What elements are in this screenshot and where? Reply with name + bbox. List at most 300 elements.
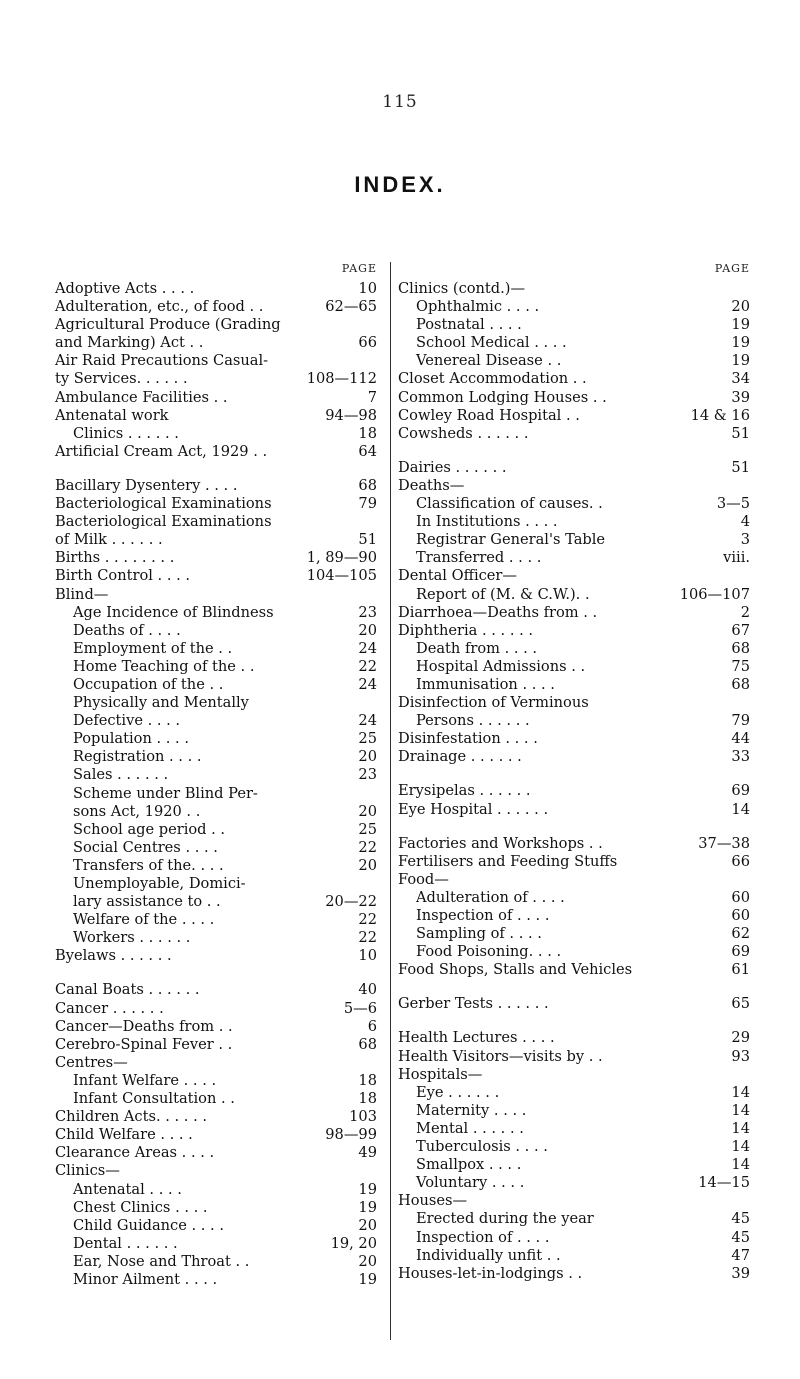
index-entry xyxy=(55,1162,377,1180)
index-entry xyxy=(398,352,750,370)
entry-text: Dental Officer— xyxy=(398,567,517,585)
entry-page: 14 xyxy=(731,1083,750,1101)
entry-text: Erected during the year xyxy=(416,1210,594,1228)
entry-text: Deaths of . . . . xyxy=(73,621,181,639)
entry-text: Artificial Cream Act, 1929 . . xyxy=(55,442,268,460)
entry-page: 14—15 xyxy=(698,1174,750,1192)
index-entry xyxy=(55,981,377,999)
entry-text: Bacteriological Examinations xyxy=(55,495,272,513)
entry-page: 2 xyxy=(740,603,750,621)
entry-text: lary assistance to . . xyxy=(73,893,221,911)
index-entry xyxy=(55,425,377,443)
index-entry xyxy=(55,857,377,875)
entry-text: Health Lectures . . . . xyxy=(398,1029,555,1047)
entry-text: Unemployable, Domici- xyxy=(73,875,246,892)
entry-page: 24 xyxy=(358,639,377,657)
index-entry xyxy=(398,1084,750,1102)
entry-page: 39 xyxy=(731,388,750,406)
index-entry xyxy=(55,694,377,712)
index-entry xyxy=(398,1192,750,1210)
index-entry xyxy=(55,1090,377,1108)
entry-text: Cancer . . . . . . xyxy=(55,999,164,1017)
entry-text: Fertilisers and Feeding Stuffs xyxy=(398,852,618,870)
entry-text: Cowley Road Hospital . . xyxy=(398,406,580,424)
index-entry xyxy=(398,907,750,925)
entry-page: 20 xyxy=(358,748,377,766)
index-entry xyxy=(55,785,377,803)
entry-text: Infant Consultation . . xyxy=(73,1090,235,1108)
entry-page: 3—5 xyxy=(716,495,750,513)
entry-text: Sampling of . . . . xyxy=(416,925,542,943)
index-column-right xyxy=(398,262,750,1283)
index-entry xyxy=(398,1229,750,1247)
entry-page: 51 xyxy=(731,424,750,442)
entry-page: 66 xyxy=(358,334,377,352)
entry-page: 20 xyxy=(358,856,377,874)
entry-text: Maternity . . . . xyxy=(416,1101,527,1119)
entry-page: 18 xyxy=(358,424,377,442)
entry-text: Drainage . . . . . . xyxy=(398,748,522,766)
entry-page: 20 xyxy=(358,621,377,639)
entry-page: 94—98 xyxy=(325,406,377,424)
index-entry xyxy=(398,1265,750,1283)
index-entry xyxy=(398,889,750,907)
entry-page: 39 xyxy=(731,1264,750,1282)
index-entry xyxy=(398,1247,750,1265)
entry-text: Tuberculosis . . . . xyxy=(416,1138,548,1156)
entry-page: 19 xyxy=(358,1270,377,1288)
entry-page: 79 xyxy=(731,712,750,730)
entry-text: Sales . . . . . . xyxy=(73,766,169,784)
index-entry xyxy=(55,407,377,425)
entry-text: School Medical . . . . xyxy=(416,334,567,352)
entry-text: Age Incidence of Blindness xyxy=(73,603,274,621)
entry-page: 3 xyxy=(740,531,750,549)
entry-page: 62—65 xyxy=(325,298,377,316)
index-entry xyxy=(55,334,377,352)
entry-text: Social Centres . . . . xyxy=(73,838,218,856)
index-entry xyxy=(55,893,377,911)
entry-page: 23 xyxy=(358,603,377,621)
entry-text: Common Lodging Houses . . xyxy=(398,388,607,406)
entry-text: Persons . . . . . . xyxy=(416,712,530,730)
entry-text: Diphtheria . . . . . . xyxy=(398,621,534,639)
blank-spacer xyxy=(55,461,377,477)
entry-text: Physically and Mentally xyxy=(73,694,249,712)
entry-text: Closet Accommodation . . xyxy=(398,370,587,388)
entry-text: Occupation of the . . xyxy=(73,675,224,693)
entry-text: In Institutions . . . . xyxy=(416,513,558,531)
entry-page: 104—105 xyxy=(306,567,377,585)
entry-text: Erysipelas . . . . . . xyxy=(398,782,531,800)
entry-page: 68 xyxy=(731,675,750,693)
entry-text: Mental . . . . . . xyxy=(416,1119,524,1137)
entry-text: Home Teaching of the . . xyxy=(73,657,255,675)
index-entry xyxy=(55,622,377,640)
index-entry xyxy=(55,531,377,549)
index-entry xyxy=(398,694,750,712)
entry-text: Infant Welfare . . . . xyxy=(73,1071,217,1089)
index-entry xyxy=(55,280,377,298)
entry-text: Births . . . . . . . . xyxy=(55,549,175,567)
entry-text: Children Acts. . . . . . xyxy=(55,1108,207,1126)
entry-text: sons Act, 1920 . . xyxy=(73,802,201,820)
entry-page: 25 xyxy=(358,820,377,838)
entry-page: 79 xyxy=(358,495,377,513)
entry-text: Cerebro-Spinal Fever . . xyxy=(55,1035,233,1053)
entry-text: Disinfection of Verminous xyxy=(398,694,589,712)
index-entry xyxy=(55,1000,377,1018)
index-entry xyxy=(55,352,377,370)
index-entry xyxy=(55,803,377,821)
entry-text: Transfers of the. . . . xyxy=(73,856,224,874)
column-header-page: PAGE xyxy=(341,262,377,275)
index-entry xyxy=(55,1235,377,1253)
blank-spacer xyxy=(398,979,750,995)
entry-page: 108—112 xyxy=(306,370,377,388)
index-entry xyxy=(55,766,377,784)
entry-text: Inspection of . . . . xyxy=(416,907,550,924)
index-entry xyxy=(398,871,750,889)
index-entry xyxy=(55,1181,377,1199)
entry-text: Chest Clinics . . . . xyxy=(73,1198,208,1216)
entry-page: 19 xyxy=(731,352,750,370)
index-entry xyxy=(55,513,377,531)
entry-page: 23 xyxy=(358,766,377,784)
entry-text: Clinics— xyxy=(55,1162,120,1180)
entry-page: 98—99 xyxy=(325,1126,377,1144)
index-entry xyxy=(398,1102,750,1120)
index-entry xyxy=(55,640,377,658)
entry-text: Scheme under Blind Per- xyxy=(73,784,258,802)
entry-text: Centres— xyxy=(55,1053,128,1071)
entry-text: Ophthalmic . . . . xyxy=(416,298,540,316)
index-title: INDEX. xyxy=(354,172,446,197)
entry-page: 62 xyxy=(731,925,750,943)
index-entry xyxy=(55,947,377,965)
entry-page: 18 xyxy=(358,1090,377,1108)
entry-text: ty Services. . . . . . xyxy=(55,370,188,388)
entry-page: 93 xyxy=(731,1047,750,1065)
index-entry xyxy=(55,443,377,461)
entry-text: Food— xyxy=(398,870,449,888)
entry-page: 67 xyxy=(731,621,750,639)
entry-page: 5—6 xyxy=(343,999,377,1017)
entry-page: 49 xyxy=(358,1144,377,1162)
entry-text: Dairies . . . . . . xyxy=(398,458,507,476)
entry-page: 45 xyxy=(731,1210,750,1228)
index-entry xyxy=(55,1144,377,1162)
entry-text: Byelaws . . . . . . xyxy=(55,947,172,965)
entry-text: Inspection of . . . . xyxy=(416,1228,550,1246)
entry-text: School age period . . xyxy=(73,820,226,838)
index-entry xyxy=(55,1054,377,1072)
entry-text: Immunisation . . . . xyxy=(416,675,555,693)
index-entry xyxy=(55,316,377,334)
entry-text: Clearance Areas . . . . xyxy=(55,1144,215,1162)
entry-text: Ambulance Facilities . . xyxy=(55,388,228,406)
entry-text: Voluntary . . . . xyxy=(416,1174,525,1192)
entry-text: Antenatal . . . . xyxy=(73,1180,182,1198)
entry-page: 20 xyxy=(358,1216,377,1234)
entry-text: Minor Ailment . . . . xyxy=(73,1270,218,1288)
entry-page: 51 xyxy=(731,458,750,476)
index-entry xyxy=(55,567,377,585)
entry-page: 37—38 xyxy=(698,834,750,852)
index-entry xyxy=(55,712,377,730)
entry-page: 10 xyxy=(358,947,377,965)
blank-spacer xyxy=(398,766,750,782)
entry-page: 6 xyxy=(367,1017,377,1035)
entry-page: 19 xyxy=(358,1198,377,1216)
index-entry xyxy=(55,821,377,839)
entry-text: and Marking) Act . . xyxy=(55,334,204,352)
entry-page: 69 xyxy=(731,943,750,961)
index-entry xyxy=(55,911,377,929)
index-entry xyxy=(398,567,750,585)
entry-page: 25 xyxy=(358,730,377,748)
index-entry xyxy=(55,1199,377,1217)
entry-page: 69 xyxy=(731,782,750,800)
entry-page: 14 xyxy=(731,1138,750,1156)
index-entry xyxy=(55,658,377,676)
entry-text: Adoptive Acts . . . . xyxy=(55,280,195,297)
index-entry xyxy=(398,835,750,853)
blank-spacer xyxy=(398,443,750,459)
entry-page: 24 xyxy=(358,712,377,730)
column-divider xyxy=(390,262,391,1340)
index-entry xyxy=(55,495,377,513)
entry-text: Disinfestation . . . . xyxy=(398,730,538,748)
entry-page: 106—107 xyxy=(679,585,750,603)
index-entry xyxy=(55,586,377,604)
index-entry xyxy=(398,370,750,388)
entry-text: Agricultural Produce (Grading xyxy=(55,316,281,334)
entry-page: viii. xyxy=(723,549,750,567)
entry-text: Classification of causes. . xyxy=(416,495,603,513)
index-entry xyxy=(398,459,750,477)
index-entry xyxy=(398,801,750,819)
entry-page: 20 xyxy=(358,802,377,820)
entry-text: Deaths— xyxy=(398,476,465,494)
index-entry xyxy=(398,280,750,298)
entry-page: 68 xyxy=(731,639,750,657)
index-entry xyxy=(398,407,750,425)
entry-text: Cancer—Deaths from . . xyxy=(55,1017,233,1035)
index-entry xyxy=(398,1174,750,1192)
index-entry xyxy=(398,1120,750,1138)
blank-spacer xyxy=(398,1013,750,1029)
entry-page: 68 xyxy=(358,476,377,494)
entry-text: Birth Control . . . . xyxy=(55,567,191,585)
index-entry xyxy=(55,730,377,748)
entry-text: Adulteration, etc., of food . . xyxy=(55,298,264,316)
index-entry xyxy=(398,513,750,531)
index-entry xyxy=(55,1253,377,1271)
index-entry xyxy=(55,676,377,694)
entry-page: 60 xyxy=(731,888,750,906)
index-entry xyxy=(398,316,750,334)
entry-text: Postnatal . . . . xyxy=(416,316,522,334)
index-column-left xyxy=(55,262,377,1289)
index-entry xyxy=(398,495,750,513)
index-entry xyxy=(398,658,750,676)
entry-page: 45 xyxy=(731,1228,750,1246)
entry-page: 19 xyxy=(358,1180,377,1198)
index-entry xyxy=(55,1108,377,1126)
entry-page: 22 xyxy=(358,657,377,675)
entry-page: 103 xyxy=(349,1108,377,1126)
entry-page: 66 xyxy=(731,852,750,870)
entry-text: Hospitals— xyxy=(398,1065,483,1083)
entry-text: Bacillary Dysentery . . . . xyxy=(55,476,238,494)
entry-page: 14 xyxy=(731,800,750,818)
entry-page: 65 xyxy=(731,995,750,1013)
index-entry xyxy=(398,712,750,730)
entry-text: Cowsheds . . . . . . xyxy=(398,424,529,442)
entry-text: Houses— xyxy=(398,1192,468,1210)
entry-page: 20 xyxy=(358,1252,377,1270)
entry-page: 18 xyxy=(358,1071,377,1089)
index-entry xyxy=(398,961,750,979)
page-number: 115 xyxy=(382,92,418,112)
index-entry xyxy=(55,875,377,893)
index-entry xyxy=(55,929,377,947)
index-entry xyxy=(398,604,750,622)
entry-page: 4 xyxy=(740,513,750,531)
index-entry xyxy=(398,640,750,658)
entry-page: 60 xyxy=(731,907,750,924)
entry-text: Food Poisoning. . . . xyxy=(416,943,562,961)
entry-page: 14 xyxy=(731,1156,750,1174)
index-entry xyxy=(398,1066,750,1084)
entry-page: 34 xyxy=(731,370,750,388)
index-entry xyxy=(398,1029,750,1047)
index-entry xyxy=(398,853,750,871)
entry-text: Child Guidance . . . . xyxy=(73,1216,224,1234)
entry-text: Antenatal work xyxy=(55,406,169,424)
entry-page: 20 xyxy=(731,298,750,316)
blank-spacer xyxy=(55,965,377,981)
entry-page: 14 xyxy=(731,1119,750,1137)
index-entry xyxy=(55,1271,377,1289)
index-entry xyxy=(398,676,750,694)
entry-page: 19, 20 xyxy=(330,1234,377,1252)
entry-text: Transferred . . . . xyxy=(416,549,542,567)
entry-page: 7 xyxy=(367,388,377,406)
entry-text: Clinics (contd.)— xyxy=(398,280,526,297)
entry-text: Health Visitors—visits by . . xyxy=(398,1047,603,1065)
entry-page: 19 xyxy=(731,334,750,352)
entry-page: 40 xyxy=(358,981,377,999)
entry-text: Registrar General's Table xyxy=(416,531,606,549)
entry-text: Child Welfare . . . . xyxy=(55,1126,193,1144)
entry-text: Venereal Disease . . xyxy=(416,352,562,370)
blank-spacer xyxy=(398,819,750,835)
entry-text: Bacteriological Examinations xyxy=(55,513,272,531)
entry-text: Population . . . . xyxy=(73,730,189,748)
entry-page: 22 xyxy=(358,911,377,929)
entry-text: Eye Hospital . . . . . . xyxy=(398,800,549,818)
index-entry xyxy=(398,622,750,640)
index-entry xyxy=(398,1048,750,1066)
index-entry xyxy=(55,839,377,857)
entry-page: 61 xyxy=(731,961,750,979)
entry-page: 44 xyxy=(731,730,750,748)
entry-page: 1, 89—90 xyxy=(306,549,377,567)
index-entry xyxy=(55,370,377,388)
index-entry xyxy=(55,604,377,622)
index-entry xyxy=(398,925,750,943)
entry-text: Report of (M. & C.W.). . xyxy=(416,585,590,603)
index-entry xyxy=(398,748,750,766)
entry-page: 47 xyxy=(731,1246,750,1264)
entry-page: 10 xyxy=(358,280,377,297)
index-entry xyxy=(398,586,750,604)
entry-text: Employment of the . . xyxy=(73,639,233,657)
entry-text: Ear, Nose and Throat . . xyxy=(73,1252,250,1270)
index-entry xyxy=(55,1217,377,1235)
entry-text: Individually unfit . . xyxy=(416,1246,561,1264)
entry-text: Blind— xyxy=(55,585,109,603)
entry-text: Hospital Admissions . . xyxy=(416,657,586,675)
index-entry xyxy=(55,389,377,407)
entry-text: Canal Boats . . . . . . xyxy=(55,981,200,999)
index-entry xyxy=(398,531,750,549)
index-entry xyxy=(55,1126,377,1144)
entry-text: Registration . . . . xyxy=(73,748,202,766)
index-entry xyxy=(55,549,377,567)
index-entry xyxy=(398,995,750,1013)
entry-text: Dental . . . . . . xyxy=(73,1234,178,1252)
entry-page: 22 xyxy=(358,929,377,947)
entry-page: 19 xyxy=(731,316,750,334)
index-entry xyxy=(398,1210,750,1228)
index-entry xyxy=(398,477,750,495)
entry-text: Adulteration of . . . . xyxy=(416,888,565,906)
entry-page: 68 xyxy=(358,1035,377,1053)
entry-page: 14 & 16 xyxy=(690,406,750,424)
entry-text: of Milk . . . . . . xyxy=(55,531,163,549)
index-entry xyxy=(55,1072,377,1090)
entry-page: 29 xyxy=(731,1029,750,1047)
index-entry xyxy=(398,943,750,961)
entry-text: Defective . . . . xyxy=(73,712,181,730)
index-entry xyxy=(55,298,377,316)
entry-text: Houses-let-in-lodgings . . xyxy=(398,1264,583,1282)
index-entry xyxy=(398,730,750,748)
entry-page: 14 xyxy=(731,1101,750,1119)
entry-text: Gerber Tests . . . . . . xyxy=(398,995,549,1013)
entry-text: Diarrhoea—Deaths from . . xyxy=(398,603,598,621)
index-entry xyxy=(55,748,377,766)
entry-page: 24 xyxy=(358,675,377,693)
index-entry xyxy=(55,1036,377,1054)
entry-text: Eye . . . . . . xyxy=(416,1083,500,1101)
index-entry xyxy=(398,425,750,443)
entry-text: Smallpox . . . . xyxy=(416,1156,522,1174)
entry-text: Factories and Workshops . . xyxy=(398,834,603,852)
index-entry xyxy=(398,549,750,567)
entry-text: Food Shops, Stalls and Vehicles xyxy=(398,961,633,979)
entry-page: 22 xyxy=(358,838,377,856)
entry-page: 51 xyxy=(358,531,377,549)
entry-page: 75 xyxy=(731,657,750,675)
index-entry xyxy=(398,334,750,352)
entry-text: Workers . . . . . . xyxy=(73,929,191,947)
index-entry xyxy=(398,389,750,407)
entry-page: 64 xyxy=(358,442,377,460)
